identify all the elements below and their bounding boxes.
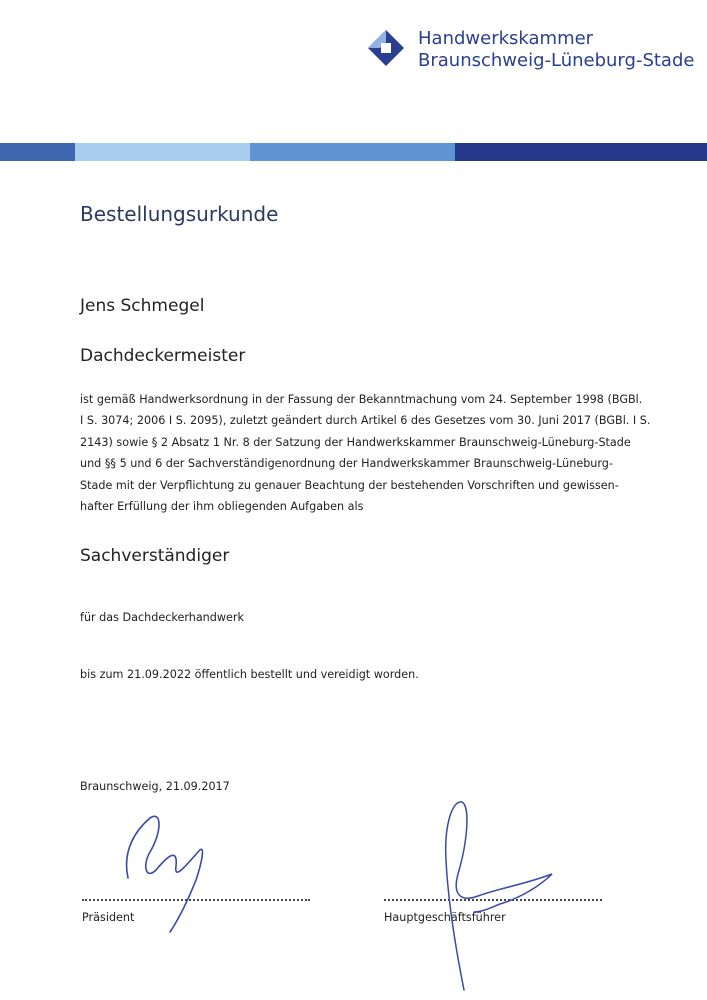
scope-text: für das Dachdeckerhandwerk [80,611,244,624]
document-title: Bestellungsurkunde [80,202,279,226]
validity-text: bis zum 21.09.2022 öffentlich bestellt und vereidigt worden. [80,668,419,681]
signature-line-right [384,899,602,901]
managing-director-signature-icon [446,802,552,990]
org-line-1: Handwerkskammer [418,28,594,49]
appointed-role: Sachverständiger [80,546,230,566]
text-line: 2143) sowie § 2 Absatz 1 Nr. 8 der Satzung der Handwerkskammer Braunschweig-Lüneburg-Stade [80,435,631,449]
president-signature-icon [127,816,203,932]
place-date: Braunschweig, 21.09.2017 [80,780,230,793]
managing-director-label: Hauptgeschäftsführer [384,911,506,924]
text-line: und §§ 5 und 6 der Sachverständigenordnung der Handwerkskammer Braunschweig-Lüneburg- [80,457,613,471]
text-line: hafter Erfüllung der ihm obliegenden Aufgaben als [80,500,364,514]
signature-line-left [82,899,310,901]
organization-name [418,28,694,72]
text-line: I S. 3074; 2006 I S. 2095), zuletzt geändert durch Artikel 6 des Gesetzes vom 30. Juni 2017 (BGBl. I S. [80,414,651,428]
president-label: Präsident [82,911,135,924]
header-color-band [0,143,707,161]
appointment-text [80,389,651,517]
text-line: ist gemäß Handwerksordnung in der Fassung der Bekanntmachung vom 24. September 1998 (BGBl. [80,393,643,406]
chamber-logo-icon [366,28,406,68]
person-name: Jens Schmegel [80,296,205,316]
qualification: Dachdeckermeister [80,346,246,366]
text-line: Stade mit der Verpflichtung zu genauer Beachtung der bestehenden Vorschriften und gewissen- [80,478,619,492]
org-line-2: Braunschweig-Lüneburg-Stade [418,50,695,71]
